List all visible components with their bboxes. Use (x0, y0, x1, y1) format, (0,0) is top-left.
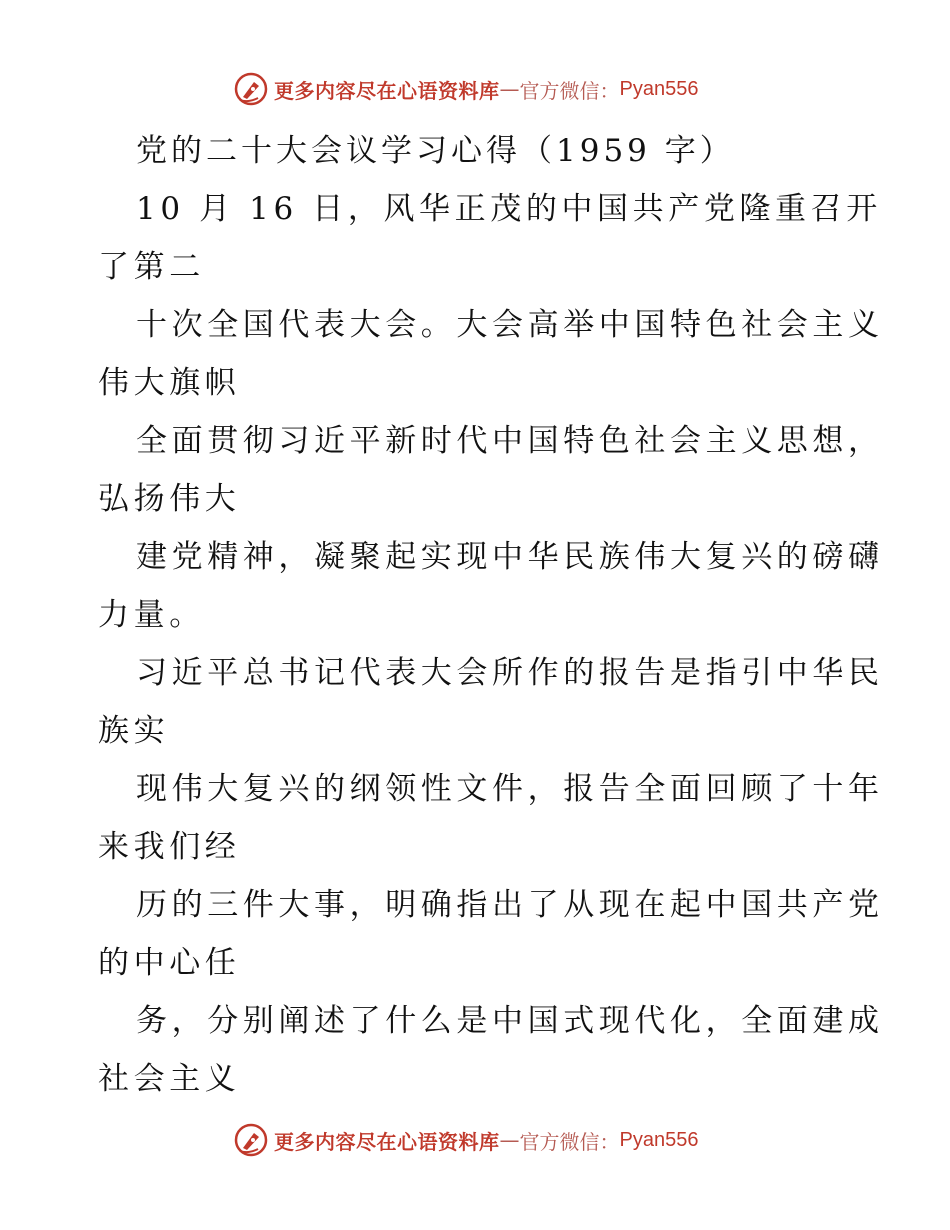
text-line: 历的三件大事，明确指出了从现在起中国共产党 (136, 887, 884, 923)
banner-separator: — (499, 1128, 520, 1152)
text-line: 十次全国代表大会。大会高举中国特色社会主义 (136, 307, 884, 343)
text-line: 伟大旗帜 (98, 365, 241, 401)
text-line: 族实 (98, 713, 170, 749)
text-line: 弘扬伟大 (98, 481, 241, 517)
banner-title: 更多内容尽在心语资料库 (274, 78, 500, 103)
document-title: 党的二十大会议学习心得（1959 字） (136, 133, 735, 169)
header-banner (234, 70, 698, 108)
text-line: 社会主义 (98, 1061, 241, 1097)
text-line: 建党精神，凝聚起实现中华民族伟大复兴的磅礴 (136, 539, 884, 575)
text-line: 10 月 16 日，风华正茂的中国共产党隆重召开 (136, 191, 882, 227)
banner-wechat-id: Pyan556 (619, 77, 699, 100)
text-line: 力量。 (98, 597, 205, 633)
text-line: 了第二 (98, 249, 205, 285)
footer-banner (234, 1121, 698, 1159)
text-line: 的中心任 (98, 945, 241, 981)
text-line: 来我们经 (98, 829, 241, 865)
banner-wechat-id: Pyan556 (619, 1128, 699, 1151)
banner-wechat-label: 官方微信： (519, 1129, 620, 1154)
pen-nib-logo-icon (234, 1123, 268, 1157)
text-line: 习近平总书记代表大会所作的报告是指引中华民 (136, 655, 884, 691)
banner-title: 更多内容尽在心语资料库 (274, 1129, 500, 1154)
banner-separator: — (499, 77, 520, 101)
document-body (98, 180, 884, 1108)
text-line: 务，分别阐述了什么是中国式现代化，全面建成 (136, 1003, 884, 1039)
banner-wechat-label: 官方微信： (519, 78, 620, 103)
pen-nib-logo-icon (234, 72, 268, 106)
text-line: 现伟大复兴的纲领性文件，报告全面回顾了十年 (136, 771, 884, 807)
text-line: 全面贯彻习近平新时代中国特色社会主义思想， (136, 423, 884, 459)
